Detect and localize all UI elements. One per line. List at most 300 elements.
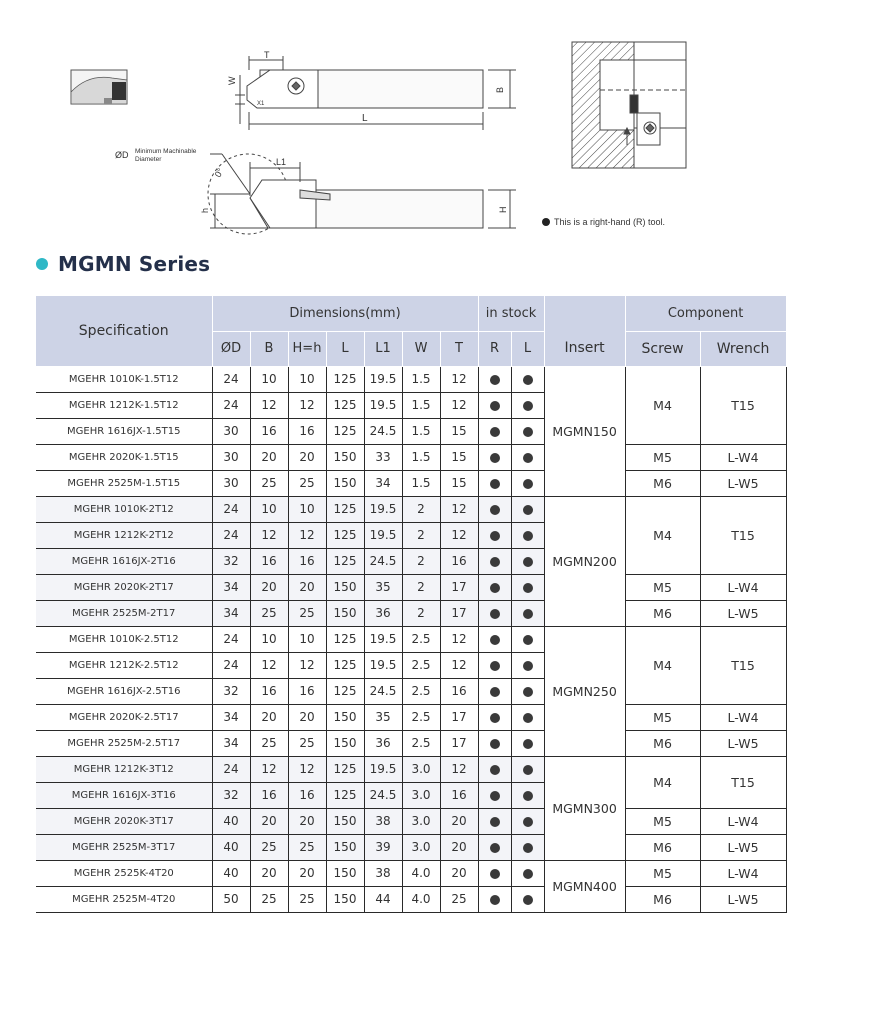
dim-l1-cell: 44 (364, 886, 402, 912)
label-min-machinable-1: Minimum Machinable (135, 148, 197, 155)
dim-t-cell: 15 (440, 418, 478, 444)
dim-t-cell: 16 (440, 678, 478, 704)
table-row (36, 366, 786, 392)
dim-d-cell: 32 (212, 548, 250, 574)
dim-hh-cell: 10 (288, 626, 326, 652)
in-stock-dot-icon (490, 869, 500, 879)
spec-cell: MGEHR 1616JX-3T16 (36, 782, 212, 808)
stock-r-cell (478, 782, 511, 808)
dim-d-cell: 50 (212, 886, 250, 912)
stock-l-cell (511, 834, 544, 860)
stock-r-cell (478, 522, 511, 548)
table-row (36, 626, 786, 652)
spec-cell: MGEHR 1616JX-2T16 (36, 548, 212, 574)
dim-b-cell: 20 (250, 444, 288, 470)
dim-b-cell: 12 (250, 522, 288, 548)
dim-l1-cell: 36 (364, 600, 402, 626)
dim-d-cell: 24 (212, 626, 250, 652)
dim-l1-cell: 24.5 (364, 418, 402, 444)
dim-l-cell: 150 (326, 886, 364, 912)
dim-d-cell: 30 (212, 444, 250, 470)
stock-l-cell (511, 418, 544, 444)
dim-l-cell: 150 (326, 808, 364, 834)
header-specification: Specification (36, 296, 212, 366)
dim-l-cell: 125 (326, 418, 364, 444)
wrench-cell: L-W4 (700, 704, 786, 730)
dim-l1-cell: 24.5 (364, 678, 402, 704)
dim-b-cell: 16 (250, 548, 288, 574)
header-t: T (440, 331, 478, 366)
dim-w-cell: 1.5 (402, 366, 440, 392)
dim-b-cell: 16 (250, 782, 288, 808)
dim-l-cell: 150 (326, 470, 364, 496)
dim-d-cell: 32 (212, 782, 250, 808)
stock-r-cell (478, 886, 511, 912)
table-row (36, 600, 786, 626)
wrench-cell: L-W5 (700, 600, 786, 626)
dim-l-cell: 125 (326, 652, 364, 678)
table-row (36, 470, 786, 496)
wrench-cell: L-W4 (700, 808, 786, 834)
dim-b-cell: 25 (250, 834, 288, 860)
dim-w-cell: 2.5 (402, 730, 440, 756)
dim-d-cell: 34 (212, 574, 250, 600)
dim-b-cell: 20 (250, 704, 288, 730)
dim-d-cell: 30 (212, 418, 250, 444)
header-in-stock: in stock (478, 296, 544, 331)
dim-t-cell: 16 (440, 782, 478, 808)
stock-r-cell (478, 756, 511, 782)
stock-r-cell (478, 808, 511, 834)
dim-hh-cell: 10 (288, 366, 326, 392)
dim-l-cell: 150 (326, 860, 364, 886)
spec-cell: MGEHR 2020K-3T17 (36, 808, 212, 834)
stock-l-cell (511, 496, 544, 522)
label-l: L (362, 113, 368, 124)
stock-l-cell (511, 444, 544, 470)
dim-l-cell: 125 (326, 366, 364, 392)
dim-d-cell: 40 (212, 834, 250, 860)
stock-l-cell (511, 782, 544, 808)
wrench-cell: L-W4 (700, 574, 786, 600)
dim-w-cell: 3.0 (402, 808, 440, 834)
dim-b-cell: 12 (250, 652, 288, 678)
dim-t-cell: 17 (440, 704, 478, 730)
dim-t-cell: 12 (440, 392, 478, 418)
stock-l-cell (511, 886, 544, 912)
dim-l-cell: 125 (326, 548, 364, 574)
spec-cell: MGEHR 2020K-2.5T17 (36, 704, 212, 730)
screw-cell: M4 (625, 366, 700, 444)
insert-cell: MGMN150 (544, 366, 625, 496)
tool-drawings (0, 0, 871, 245)
stock-r-cell (478, 834, 511, 860)
in-stock-dot-icon (490, 843, 500, 853)
dim-l1-cell: 35 (364, 704, 402, 730)
in-stock-dot-icon (523, 635, 533, 645)
table-row (36, 704, 786, 730)
wrench-cell: L-W5 (700, 886, 786, 912)
wrench-cell: T15 (700, 496, 786, 574)
dim-t-cell: 17 (440, 730, 478, 756)
dim-l-cell: 125 (326, 626, 364, 652)
table-row (36, 860, 786, 886)
dim-hh-cell: 16 (288, 418, 326, 444)
header-b: B (250, 331, 288, 366)
dim-w-cell: 2 (402, 600, 440, 626)
dim-d-cell: 24 (212, 756, 250, 782)
in-stock-dot-icon (523, 609, 533, 619)
dim-hh-cell: 25 (288, 886, 326, 912)
wrench-cell: L-W5 (700, 730, 786, 756)
in-stock-dot-icon (490, 479, 500, 489)
dim-b-cell: 25 (250, 600, 288, 626)
spec-cell: MGEHR 1616JX-1.5T15 (36, 418, 212, 444)
in-stock-dot-icon (490, 453, 500, 463)
dim-b-cell: 25 (250, 886, 288, 912)
dim-l-cell: 125 (326, 782, 364, 808)
dim-d-cell: 34 (212, 704, 250, 730)
header-component: Component (625, 296, 786, 331)
dim-l1-cell: 19.5 (364, 522, 402, 548)
dim-w-cell: 4.0 (402, 860, 440, 886)
dim-d-cell: 24 (212, 652, 250, 678)
dim-hh-cell: 20 (288, 704, 326, 730)
dim-b-cell: 10 (250, 366, 288, 392)
dim-l1-cell: 19.5 (364, 756, 402, 782)
stock-r-cell (478, 548, 511, 574)
dim-d-cell: 30 (212, 470, 250, 496)
spec-cell: MGEHR 1616JX-2.5T16 (36, 678, 212, 704)
screw-cell: M6 (625, 470, 700, 496)
header-wrench: Wrench (700, 331, 786, 366)
dim-l-cell: 150 (326, 444, 364, 470)
in-stock-dot-icon (490, 401, 500, 411)
spec-cell: MGEHR 1212K-2.5T12 (36, 652, 212, 678)
in-stock-dot-icon (523, 713, 533, 723)
dim-w-cell: 2.5 (402, 704, 440, 730)
wrench-cell: T15 (700, 756, 786, 808)
in-stock-dot-icon (523, 479, 533, 489)
dim-d-cell: 24 (212, 522, 250, 548)
header-d: ØD (212, 331, 250, 366)
dim-hh-cell: 25 (288, 834, 326, 860)
dim-l-cell: 125 (326, 678, 364, 704)
dim-b-cell: 10 (250, 626, 288, 652)
table-row (36, 496, 786, 522)
in-stock-dot-icon (490, 531, 500, 541)
dim-b-cell: 10 (250, 496, 288, 522)
dim-w-cell: 4.0 (402, 886, 440, 912)
header-insert: Insert (544, 331, 625, 366)
in-stock-dot-icon (523, 427, 533, 437)
dim-w-cell: 2 (402, 496, 440, 522)
table-row (36, 730, 786, 756)
dim-w-cell: 2 (402, 522, 440, 548)
spec-table-body (36, 366, 786, 912)
dim-t-cell: 17 (440, 600, 478, 626)
dim-l1-cell: 19.5 (364, 496, 402, 522)
dim-w-cell: 2.5 (402, 626, 440, 652)
insert-cell: MGMN250 (544, 626, 625, 756)
dim-hh-cell: 12 (288, 392, 326, 418)
wrench-cell: T15 (700, 626, 786, 704)
header-l1: L1 (364, 331, 402, 366)
dim-l-cell: 150 (326, 600, 364, 626)
in-stock-dot-icon (490, 895, 500, 905)
stock-l-cell (511, 548, 544, 574)
spec-cell: MGEHR 2525M-3T17 (36, 834, 212, 860)
dim-hh-cell: 20 (288, 860, 326, 886)
in-stock-dot-icon (523, 765, 533, 775)
in-stock-dot-icon (523, 791, 533, 801)
in-stock-dot-icon (490, 739, 500, 749)
stock-l-cell (511, 756, 544, 782)
header-insert-top (544, 296, 625, 331)
dim-l-cell: 150 (326, 730, 364, 756)
stock-l-cell (511, 574, 544, 600)
insert-cell: MGMN300 (544, 756, 625, 860)
wrench-cell: L-W4 (700, 860, 786, 886)
header-hh: H=h (288, 331, 326, 366)
dim-hh-cell: 16 (288, 678, 326, 704)
dim-l1-cell: 34 (364, 470, 402, 496)
top-view-drawing (235, 56, 516, 130)
in-stock-dot-icon (523, 687, 533, 697)
dim-l-cell: 125 (326, 392, 364, 418)
label-w: W (227, 76, 237, 85)
table-row (36, 834, 786, 860)
screw-cell: M6 (625, 730, 700, 756)
dim-hh-cell: 20 (288, 808, 326, 834)
in-stock-dot-icon (523, 895, 533, 905)
dim-hh-cell: 12 (288, 522, 326, 548)
spec-cell: MGEHR 1212K-2T12 (36, 522, 212, 548)
dim-hh-cell: 20 (288, 444, 326, 470)
in-stock-dot-icon (523, 843, 533, 853)
dim-l-cell: 125 (326, 522, 364, 548)
in-stock-dot-icon (490, 687, 500, 697)
stock-l-cell (511, 392, 544, 418)
in-stock-dot-icon (490, 609, 500, 619)
in-stock-dot-icon (490, 817, 500, 827)
note-bullet-icon (542, 218, 550, 226)
stock-r-cell (478, 470, 511, 496)
dim-l-cell: 125 (326, 496, 364, 522)
stock-l-cell (511, 626, 544, 652)
dim-l1-cell: 24.5 (364, 548, 402, 574)
dim-d-cell: 24 (212, 366, 250, 392)
dim-l1-cell: 24.5 (364, 782, 402, 808)
screw-cell: M5 (625, 860, 700, 886)
table-row (36, 756, 786, 782)
dim-w-cell: 3.0 (402, 782, 440, 808)
screw-cell: M6 (625, 886, 700, 912)
in-stock-dot-icon (490, 505, 500, 515)
header-lh: L (511, 331, 544, 366)
label-min-machinable-2: Diameter (135, 156, 162, 163)
dim-d-cell: 24 (212, 392, 250, 418)
stock-r-cell (478, 730, 511, 756)
dim-hh-cell: 25 (288, 730, 326, 756)
table-row (36, 808, 786, 834)
dim-hh-cell: 10 (288, 496, 326, 522)
in-stock-dot-icon (490, 661, 500, 671)
spec-cell: MGEHR 1212K-1.5T12 (36, 392, 212, 418)
header-l: L (326, 331, 364, 366)
stock-r-cell (478, 392, 511, 418)
dim-t-cell: 20 (440, 808, 478, 834)
dim-l1-cell: 39 (364, 834, 402, 860)
spec-cell: MGEHR 2525M-2T17 (36, 600, 212, 626)
dim-t-cell: 20 (440, 834, 478, 860)
in-stock-dot-icon (523, 531, 533, 541)
screw-cell: M5 (625, 704, 700, 730)
screw-cell: M6 (625, 600, 700, 626)
in-stock-dot-icon (523, 557, 533, 567)
dim-l1-cell: 36 (364, 730, 402, 756)
dim-w-cell: 1.5 (402, 392, 440, 418)
stock-r-cell (478, 626, 511, 652)
screw-cell: M4 (625, 626, 700, 704)
spec-cell: MGEHR 2525M-2.5T17 (36, 730, 212, 756)
dim-b-cell: 12 (250, 392, 288, 418)
dim-l-cell: 150 (326, 704, 364, 730)
dim-hh-cell: 12 (288, 756, 326, 782)
screw-cell: M4 (625, 496, 700, 574)
stock-r-cell (478, 444, 511, 470)
dim-l1-cell: 19.5 (364, 626, 402, 652)
in-stock-dot-icon (490, 583, 500, 593)
stock-r-cell (478, 600, 511, 626)
dim-b-cell: 16 (250, 678, 288, 704)
in-stock-dot-icon (490, 375, 500, 385)
dim-w-cell: 2 (402, 548, 440, 574)
header-w: W (402, 331, 440, 366)
stock-l-cell (511, 652, 544, 678)
stock-l-cell (511, 470, 544, 496)
table-row (36, 886, 786, 912)
dim-t-cell: 12 (440, 496, 478, 522)
stock-r-cell (478, 678, 511, 704)
dim-t-cell: 15 (440, 444, 478, 470)
dim-w-cell: 1.5 (402, 470, 440, 496)
dim-l-cell: 125 (326, 756, 364, 782)
dim-d-cell: 24 (212, 496, 250, 522)
dim-b-cell: 20 (250, 860, 288, 886)
dim-l-cell: 150 (326, 834, 364, 860)
dim-t-cell: 12 (440, 366, 478, 392)
dim-l1-cell: 19.5 (364, 366, 402, 392)
in-stock-dot-icon (523, 869, 533, 879)
series-title: MGMN Series (58, 252, 211, 276)
in-stock-dot-icon (490, 635, 500, 645)
label-h-big: H (498, 206, 508, 213)
header-dimensions: Dimensions(mm) (212, 296, 478, 331)
dim-l-cell: 150 (326, 574, 364, 600)
insert-cell: MGMN200 (544, 496, 625, 626)
workpiece-diagram (572, 42, 686, 168)
stock-r-cell (478, 366, 511, 392)
dim-b-cell: 20 (250, 808, 288, 834)
dim-hh-cell: 25 (288, 600, 326, 626)
spec-cell: MGEHR 2525K-4T20 (36, 860, 212, 886)
table-row (36, 444, 786, 470)
dim-b-cell: 25 (250, 730, 288, 756)
spec-cell: MGEHR 2020K-1.5T15 (36, 444, 212, 470)
label-l1: L1 (276, 157, 287, 167)
stock-r-cell (478, 860, 511, 886)
dim-d-cell: 40 (212, 808, 250, 834)
label-h-small: h (200, 207, 210, 213)
in-stock-dot-icon (490, 427, 500, 437)
spec-cell: MGEHR 1010K-1.5T12 (36, 366, 212, 392)
in-stock-dot-icon (523, 739, 533, 749)
dim-w-cell: 2 (402, 574, 440, 600)
screw-cell: M6 (625, 834, 700, 860)
dim-d-cell: 34 (212, 730, 250, 756)
stock-l-cell (511, 522, 544, 548)
stock-r-cell (478, 652, 511, 678)
dim-t-cell: 25 (440, 886, 478, 912)
series-bullet-icon (36, 258, 48, 270)
dim-hh-cell: 20 (288, 574, 326, 600)
stock-r-cell (478, 704, 511, 730)
dim-l1-cell: 38 (364, 808, 402, 834)
in-stock-dot-icon (523, 401, 533, 411)
dim-w-cell: 3.0 (402, 834, 440, 860)
dim-l1-cell: 38 (364, 860, 402, 886)
dim-w-cell: 3.0 (402, 756, 440, 782)
dim-t-cell: 12 (440, 652, 478, 678)
screw-cell: M4 (625, 756, 700, 808)
dim-hh-cell: 16 (288, 548, 326, 574)
dim-t-cell: 16 (440, 548, 478, 574)
screw-cell: M5 (625, 574, 700, 600)
spec-cell: MGEHR 1212K-3T12 (36, 756, 212, 782)
dim-w-cell: 1.5 (402, 418, 440, 444)
dim-hh-cell: 25 (288, 470, 326, 496)
stock-l-cell (511, 704, 544, 730)
label-b: B (495, 86, 505, 93)
in-stock-dot-icon (490, 557, 500, 567)
dim-l1-cell: 19.5 (364, 392, 402, 418)
stock-r-cell (478, 574, 511, 600)
in-stock-dot-icon (523, 661, 533, 671)
stock-l-cell (511, 808, 544, 834)
in-stock-dot-icon (523, 583, 533, 593)
screw-cell: M5 (625, 444, 700, 470)
spec-cell: MGEHR 1010K-2.5T12 (36, 626, 212, 652)
stock-l-cell (511, 678, 544, 704)
dim-w-cell: 2.5 (402, 678, 440, 704)
dim-hh-cell: 16 (288, 782, 326, 808)
spec-cell: MGEHR 2525M-4T20 (36, 886, 212, 912)
dim-b-cell: 20 (250, 574, 288, 600)
stock-l-cell (511, 730, 544, 756)
in-stock-dot-icon (523, 817, 533, 827)
spec-cell: MGEHR 2020K-2T17 (36, 574, 212, 600)
table-row (36, 574, 786, 600)
dim-t-cell: 15 (440, 470, 478, 496)
label-angle: 0° (212, 166, 226, 179)
wrench-cell: L-W5 (700, 470, 786, 496)
stock-l-cell (511, 860, 544, 886)
label-x1: X1 (257, 101, 265, 107)
dim-d-cell: 32 (212, 678, 250, 704)
dim-b-cell: 16 (250, 418, 288, 444)
note-text: This is a right-hand (R) tool. (554, 217, 666, 227)
